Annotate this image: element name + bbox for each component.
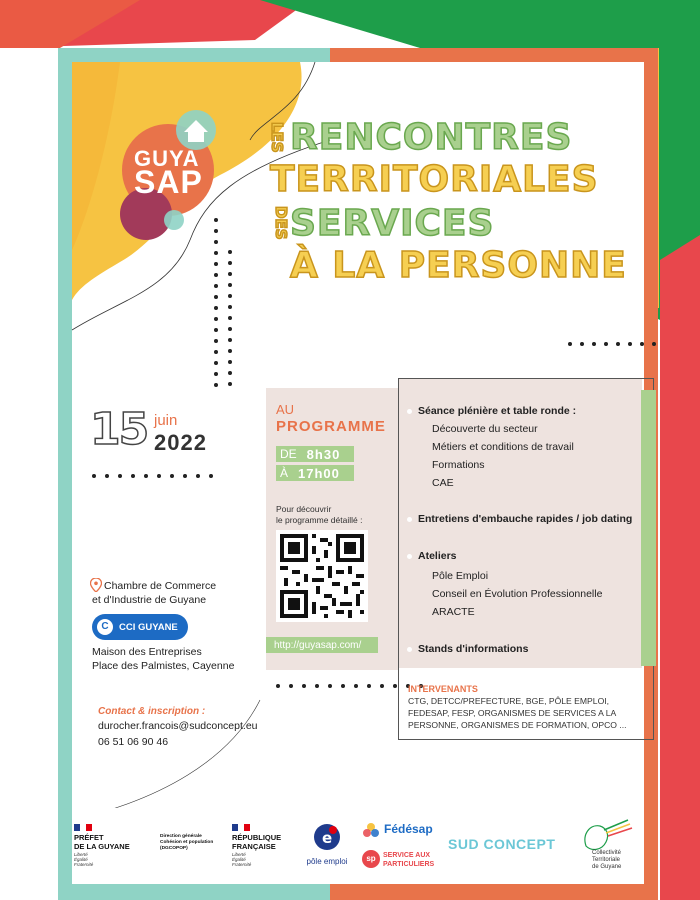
fedesap-icon: [362, 822, 380, 840]
agenda-section-4-head: Stands d'informations: [418, 643, 529, 655]
dgcopop-line-1: Direction générale: [160, 834, 202, 839]
republique-flag-icon: [232, 824, 250, 831]
prefet-line-2: DE LA GUYANE: [74, 842, 130, 851]
date-year: 2022: [154, 430, 207, 455]
sap-line-2: PARTICULIERS: [383, 861, 435, 868]
prefet-motto-2: Égalité: [74, 857, 88, 862]
ctg-line-1: Collectivité: [592, 850, 622, 856]
pole-emploi-icon: [312, 822, 342, 852]
dgcopop-line-3: (DGCOPOP): [160, 846, 188, 851]
title-line-services: SERVICES: [290, 203, 495, 244]
programme-url-text[interactable]: http://guyasap.com/: [274, 639, 362, 651]
agenda-section-1-head: Séance plénière et table ronde :: [418, 405, 577, 417]
cci-logo-icon: C: [97, 619, 113, 635]
dots-horizontal-top: [568, 342, 656, 346]
prefet-logo: [74, 824, 134, 874]
time-end-value: 17h00: [298, 465, 340, 481]
fedesap-label: Fédésap: [384, 822, 433, 836]
republique-motto-2: Égalité: [232, 857, 246, 862]
title-line-territoriales: TERRITORIALES: [270, 159, 599, 200]
location-line-1: Chambre de Commerce: [104, 580, 217, 592]
agenda-section-3-head: Ateliers: [418, 550, 457, 562]
location-pin-icon: [90, 578, 102, 592]
prefet-motto-1: Liberté: [74, 852, 88, 857]
bullet-2: [407, 517, 412, 522]
qr-code-icon[interactable]: [276, 530, 368, 622]
french-flag-icon: [74, 824, 92, 831]
time-end-label: À: [280, 466, 289, 480]
programme-url[interactable]: [266, 637, 378, 653]
contact-label: Contact & inscription :: [98, 706, 206, 717]
prefet-motto-3: Fraternité: [74, 862, 94, 867]
republique-logo: [232, 824, 292, 874]
agenda-section-3-item-2: Conseil en Évolution Professionnelle: [432, 588, 603, 600]
ctg-logo: [576, 816, 640, 878]
title-les: LES: [268, 122, 286, 153]
bullet-3: [407, 554, 412, 559]
cci-badge: [92, 614, 188, 640]
qr-caption-1: Pour découvrir: [276, 504, 332, 514]
republique-motto-3: Fraternité: [232, 862, 252, 867]
pole-emploi-logo: [302, 822, 352, 874]
title-line-rencontres: RENCONTRES: [290, 117, 573, 158]
agenda-section-1-item-4: CAE: [432, 477, 454, 489]
agenda-section-1-item-2: Métiers et conditions de travail: [432, 441, 574, 453]
dots-vertical-1: [214, 218, 218, 387]
contact-email[interactable]: durocher.francois@sudconcept.eu: [98, 720, 258, 732]
prefet-line-1: PRÉFET: [74, 833, 104, 842]
intervenants-label: INTERVENANTS: [408, 684, 478, 694]
programme-title: PROGRAMME: [276, 418, 386, 435]
intervenants-line-2: FEDESAP, FESP, ORGANISMES DE SERVICES A LA: [408, 708, 617, 718]
republique-line-1: RÉPUBLIQUE: [232, 833, 282, 842]
title-des: DES: [272, 206, 290, 240]
time-start-value: 8h30: [306, 446, 341, 462]
programme-au: AU: [276, 402, 295, 417]
dots-vertical-2: [228, 250, 232, 386]
sap-icon: sp: [362, 850, 380, 868]
republique-motto-1: Liberté: [232, 852, 246, 857]
agenda-section-3-item-1: Pôle Emploi: [432, 570, 489, 582]
bullet-1: [407, 409, 412, 414]
date-month: juin: [154, 412, 178, 429]
date-day: 15: [90, 404, 148, 455]
sap-line-1: SERVICE AUX: [383, 852, 431, 859]
agenda-panel-accent: [641, 390, 656, 666]
dots-horizontal-date: [92, 474, 213, 478]
pole-emploi-label: pôle emploi: [306, 857, 348, 866]
logo-text-guya: GUYA: [134, 146, 200, 171]
programme-time-start: [276, 446, 354, 462]
republique-line-2: FRANÇAISE: [232, 842, 276, 851]
ctg-line-2: Territoriale: [592, 857, 621, 863]
cci-badge-label: CCI GUYANE: [119, 621, 178, 633]
partners-footer: [72, 808, 644, 884]
location-line-4: Place des Palmistes, Cayenne: [92, 660, 235, 672]
logo-text-sap: SAP: [134, 164, 203, 200]
location-line-3: Maison des Entreprises: [92, 646, 202, 658]
contact-phone: 06 51 06 90 46: [98, 736, 169, 748]
intervenants-line-3: PERSONNE, ORGANISMES DE FORMATION, OPCO ...: [408, 720, 627, 730]
ctg-line-3: de Guyane: [592, 864, 622, 870]
svg-text:e: e: [322, 829, 333, 847]
title-line-a-la-personne: À LA PERSONNE: [290, 245, 627, 286]
bullet-4: [407, 647, 412, 652]
agenda-section-3-item-3: ARACTE: [432, 606, 475, 618]
programme-time-end: [276, 465, 354, 481]
fedesap-logo: [362, 822, 442, 878]
intervenants-line-1: CTG, DETCC/PREFECTURE, BGE, PÔLE EMPLOI,: [408, 696, 610, 706]
location-line-2: et d'Industrie de Guyane: [92, 594, 207, 606]
agenda-section-2-head: Entretiens d'embauche rapides / job dating: [418, 513, 633, 525]
time-start-label: DE: [280, 447, 297, 461]
agenda-section-1-item-1: Découverte du secteur: [432, 423, 538, 435]
dgcopop-line-2: Cohésion et population: [160, 840, 214, 845]
sud-concept-logo: SUD CONCEPT: [448, 836, 556, 852]
qr-caption-2: le programme détaillé :: [276, 515, 363, 525]
agenda-section-1-item-3: Formations: [432, 459, 485, 471]
dgcopop-logo: [160, 834, 230, 852]
